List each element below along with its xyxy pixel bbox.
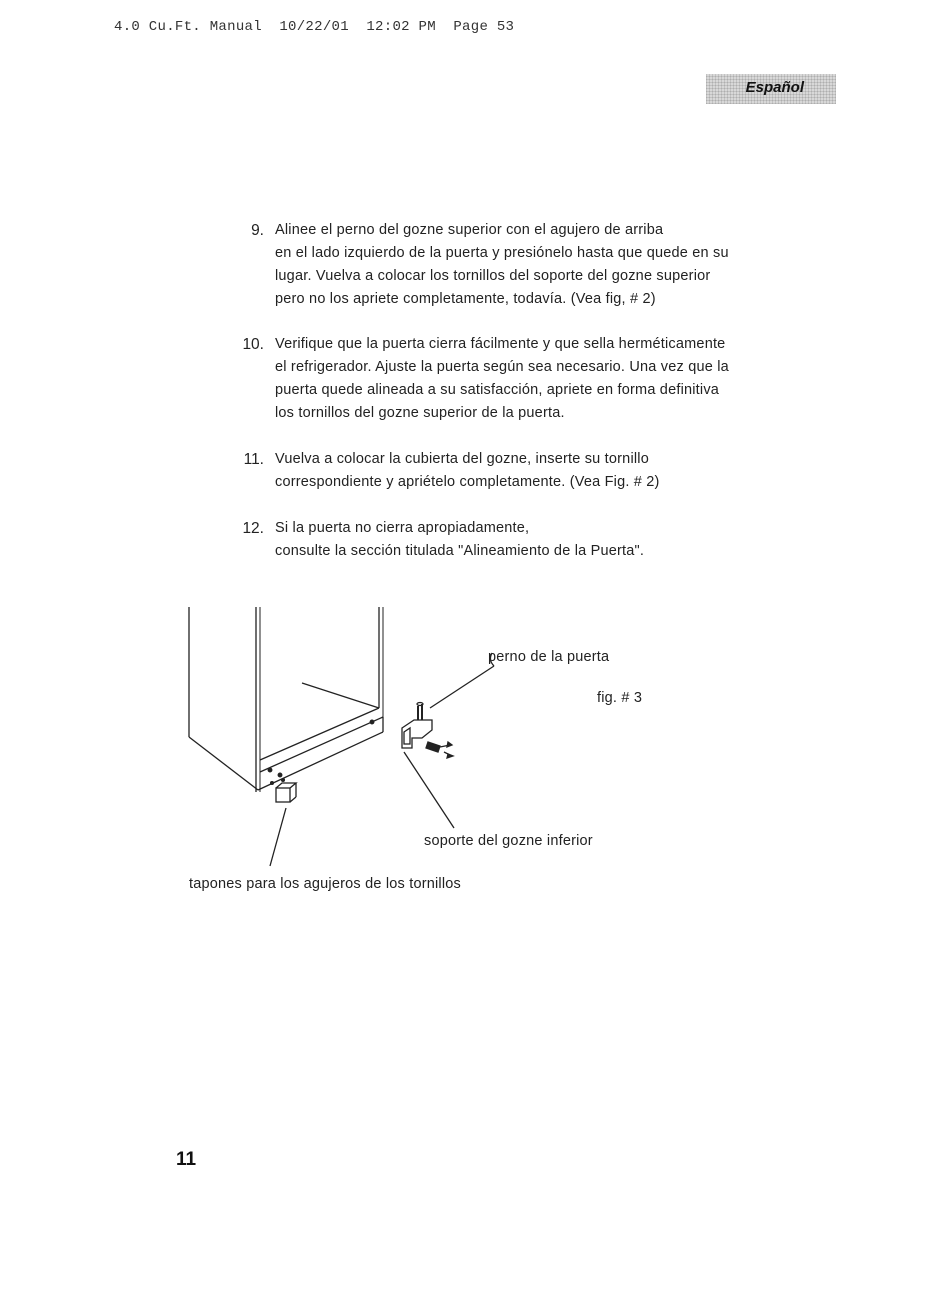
screw-plugs-label: tapones para los agujeros de los tornillos bbox=[189, 876, 461, 892]
print-header: 4.0 Cu.Ft. Manual 10/22/01 12:02 PM Page 53 bbox=[114, 19, 515, 35]
step-line: Verifique que la puerta cierra fácilmente y que sella herméticamente bbox=[275, 336, 726, 352]
step-number: 10. bbox=[242, 336, 264, 353]
step-line: pero no los apriete completamente, todavía. (Vea fig, # 2) bbox=[275, 291, 656, 307]
step-number: 12. bbox=[242, 520, 264, 537]
step-number: 9. bbox=[251, 222, 264, 239]
door-pin-label: perno de la puerta bbox=[488, 649, 610, 665]
step-number: 11. bbox=[243, 451, 264, 468]
step-line: puerta quede alineada a su satisfacción, apriete en forma definitiva bbox=[275, 382, 720, 398]
step-line: el refrigerador. Ajuste la puerta según sea necesario. Una vez que la bbox=[275, 359, 729, 375]
step-line: Alinee el perno del gozne superior con el agujero de arriba bbox=[275, 222, 664, 238]
step-line: en el lado izquierdo de la puerta y presiónelo hasta que quede en su bbox=[275, 245, 729, 261]
step-line: Vuelva a colocar la cubierta del gozne, inserte su tornillo bbox=[275, 451, 649, 467]
page-number: 11 bbox=[176, 1149, 197, 1170]
step-line: consulte la sección titulada "Alineamiento de la Puerta". bbox=[275, 543, 645, 559]
lower-hinge-bracket-label: soporte del gozne inferior bbox=[424, 833, 593, 849]
language-tab-label: Español bbox=[745, 79, 804, 96]
step-line: Si la puerta no cierra apropiadamente, bbox=[275, 520, 530, 536]
step-line: correspondiente y apriételo completamente. (Vea Fig. # 2) bbox=[275, 474, 660, 490]
step-line: lugar. Vuelva a colocar los tornillos del soporte del gozne superior bbox=[275, 268, 711, 284]
step-line: los tornillos del gozne superior de la puerta. bbox=[275, 405, 565, 421]
figure-caption: fig. # 3 bbox=[597, 690, 643, 706]
